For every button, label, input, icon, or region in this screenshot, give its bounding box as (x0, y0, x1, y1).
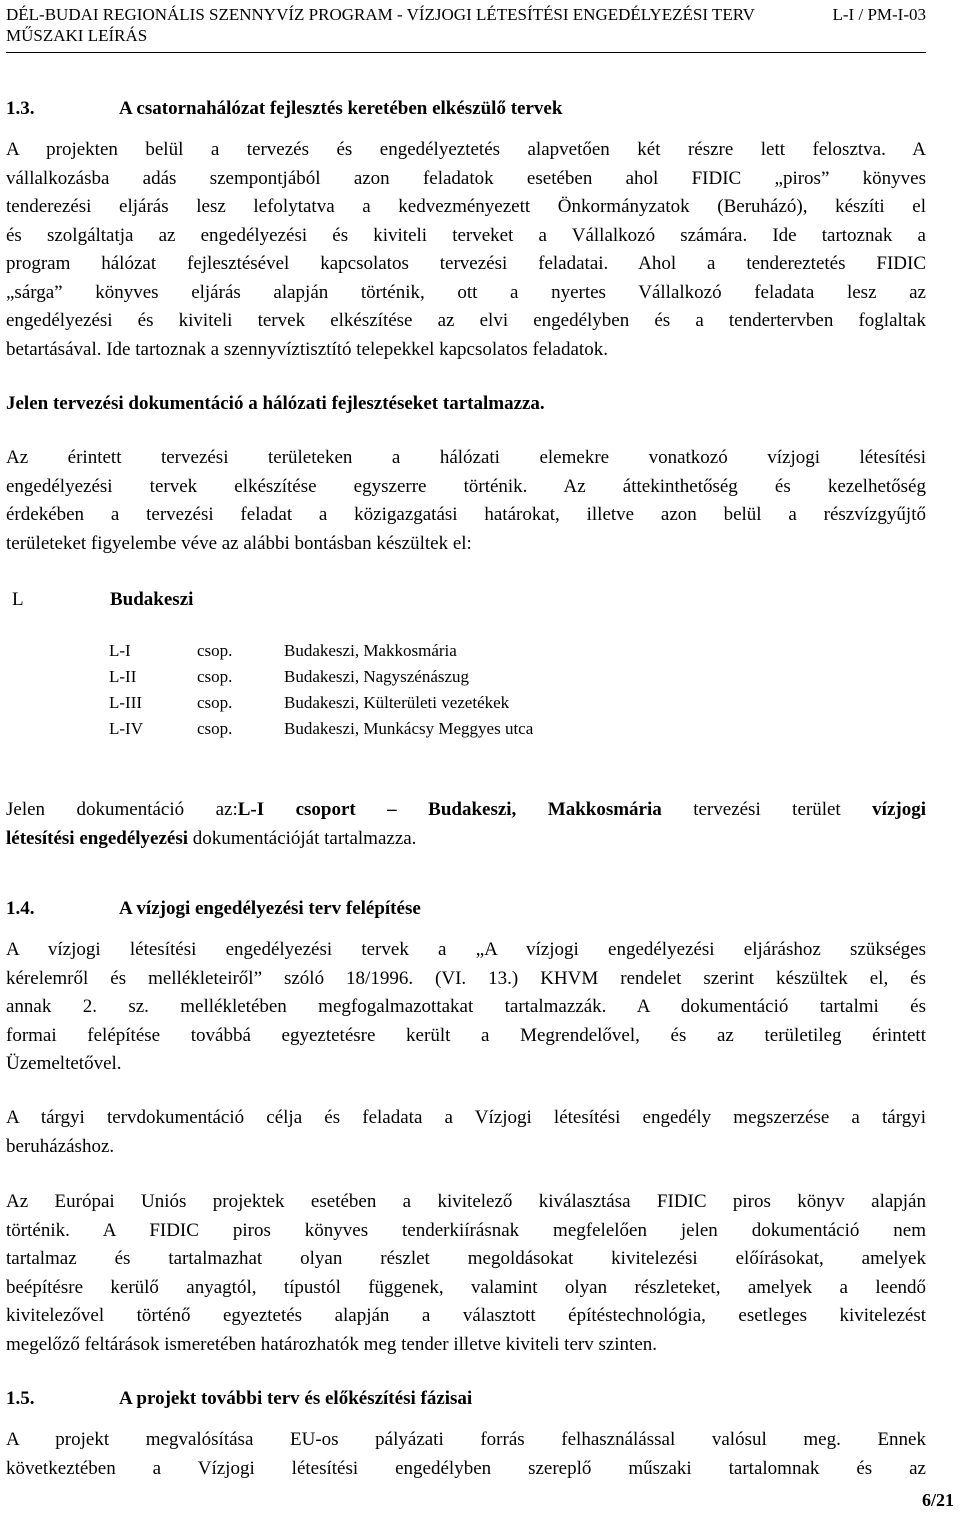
group-type: csop. (197, 693, 233, 712)
text-run-bold: létesítési engedélyezési (6, 827, 189, 849)
group-type: csop. (197, 667, 233, 686)
page-header (6, 4, 926, 46)
text-run-bold: vízjogi (872, 799, 926, 820)
area-code: L (12, 589, 24, 610)
paragraph-projekt-tervezes (6, 136, 926, 364)
text-line: Az érintett tervezési területeken a hálózati elemekre vonatkozó vízjogi létesítési (6, 447, 926, 468)
page-number: 6/21 (921, 1490, 954, 1510)
text-line: program hálózat fejlesztésével kapcsolatos tervezési feladatai. Ahol a tendereztetés FIDIC (6, 253, 926, 274)
section-title: A csatornahálózat fejlesztés keretében elkészülő tervek (119, 98, 563, 119)
group-desc: Budakeszi, Makkosmária (284, 641, 457, 660)
group-code: L-III (109, 693, 143, 712)
section-number: 1.5. (6, 1388, 35, 1409)
text-line: Az Európai Uniós projektek esetében a kivitelező kiválasztása FIDIC piros könyv alapján (6, 1191, 926, 1212)
paragraph-projekt-megvalositasa (6, 1426, 926, 1483)
paragraph-erintett-teruletek (6, 444, 926, 558)
section-number: 1.4. (6, 898, 35, 919)
section-number: 1.3. (6, 98, 35, 119)
paragraph-celja (6, 1104, 926, 1161)
section-title: A vízjogi engedélyezési terv felépítése (119, 898, 421, 919)
text-line: történik. A FIDIC piros könyves tenderkiírásnak megfelelően jelen dokumentáció nem (6, 1219, 926, 1241)
group-row (109, 716, 533, 742)
text-line: érdekében a tervezési feladat a közigazgatási határokat, illetve azon belül a részvízgyűjtő (6, 504, 926, 525)
header-doc-code: L-I / PM-I-03 (832, 5, 926, 24)
group-ref: L-I csoport (237, 799, 356, 820)
group-row (109, 690, 533, 716)
text-line: A projekten belül a tervezés és engedélyeztetés alapvetően két részre lett felosztva. A (6, 139, 926, 160)
text-line: megelőző feltárások ismeretében határozhatók meg tender illetve kiviteli terv szinten. (6, 1333, 658, 1355)
text-line: következtében a Vízjogi létesítési engedélyben szereplő műszaki tartalomnak és az (6, 1457, 926, 1479)
text-line (6, 825, 926, 854)
text-line: beépítésre kerülő anyagtól, típustól függenek, valamint olyan részleteket, amelyek a leendő (6, 1276, 926, 1298)
group-code: L-IV (109, 719, 143, 738)
text-line: kérelemről és mellékleteiről” szóló 18/1996. (VI. 13.) KHVM rendelet szerint készültek el, és (6, 967, 926, 989)
text-line: és szolgáltatja az engedélyezési és kiviteli terveket a Vállalkozó számára. Ide tartoznak a (6, 224, 926, 246)
text-line: „sárga” könyves eljárás alapján történik, ott a nyertes Vállalkozó feladata lesz az (6, 281, 926, 303)
text-line: betartásával. Ide tartoznak a szennyvíztisztító telepekkel kapcsolatos feladatok. (6, 338, 608, 360)
text-run: dokumentációját tartalmazza. (188, 827, 417, 849)
text-run: Jelen dokumentáció az: (6, 799, 238, 820)
area-name: Budakeszi (110, 589, 194, 610)
text-line: tartalmaz és tartalmazhat olyan részlet megoldásokat kivitelezési előírásokat, amelyek (6, 1248, 926, 1269)
text-line: engedélyezési tervek elkészítése egyszerre történik. Az áttekinthetőség és kezelhetőség (6, 475, 926, 497)
area-ref: Budakeszi, Makkosmária (428, 799, 662, 820)
text-line: területeket figyelembe véve az alábbi bontásban készültek el: (6, 532, 472, 554)
paragraph-jelen-dokumentacio (6, 796, 926, 853)
text-line: A projekt megvalósítása EU-os pályázati forrás felhasználással valósul meg. Ennek (6, 1429, 926, 1450)
section-1-5-heading (6, 1388, 926, 1410)
group-desc: Budakeszi, Nagyszénászug (284, 667, 470, 686)
bold-statement: Jelen tervezési dokumentáció a hálózati fejlesztéseket tartalmazza. (6, 393, 545, 414)
group-row (109, 638, 533, 664)
text-line: beruházáshoz. (6, 1135, 115, 1157)
group-row (109, 664, 533, 690)
text-line: annak 2. sz. mellékletében megfogalmazottakat tartalmazzák. A dokumentáció tartalmi és (6, 996, 926, 1017)
area-section-heading (12, 588, 193, 612)
text-line: kivitelezővel történő egyeztetés alapján a választott építéstechnológia, esetleges kivitelezést (6, 1305, 926, 1326)
section-1-3-heading (6, 98, 926, 120)
text-line: formai felépítése továbbá egyeztetésre került a Megrendelővel, és az területileg érintett (6, 1024, 926, 1046)
header-rule (6, 52, 926, 53)
section-1-4-heading (6, 898, 926, 920)
text-line: A tárgyi tervdokumentáció célja és feladata a Vízjogi létesítési engedély megszerzése a tárgyi (6, 1107, 926, 1128)
group-desc: Budakeszi, Munkácsy Meggyes utca (284, 719, 534, 738)
text-line: vállalkozásba adás szempontjából azon feladatok esetében ahol FIDIC „piros” könyves (6, 167, 926, 189)
group-code: L-II (109, 667, 137, 686)
group-list (109, 638, 533, 742)
paragraph-engedelyezesi-tervek (6, 936, 926, 1079)
dash: – (355, 799, 429, 820)
text-line (6, 796, 926, 825)
header-title: DÉL-BUDAI REGIONÁLIS SZENNYVÍZ PROGRAM - VÍZJOGI LÉTESÍTÉSI ENGEDÉLYEZÉSI TERV (6, 5, 755, 24)
text-line: Üzemeltetővel. (6, 1053, 122, 1074)
text-run: tervezési terület (661, 799, 873, 820)
text-line: A vízjogi létesítési engedélyezési tervek a „A vízjogi engedélyezési eljáráshoz szükséges (6, 939, 926, 960)
header-subtitle: MŰSZAKI LEÍRÁS (6, 26, 148, 45)
group-code: L-I (109, 641, 131, 660)
group-type: csop. (197, 719, 233, 738)
text-line: tenderezési eljárás lesz lefolytatva a kedvezményezett Önkormányzatok (Beruházó), készíti el (6, 196, 926, 217)
paragraph-europai-unios (6, 1188, 926, 1359)
group-type: csop. (197, 641, 233, 660)
text-line: engedélyezési és kiviteli tervek elkészítése az elvi engedélyben és a tendertervben foglaltak (6, 310, 926, 331)
section-title: A projekt további terv és előkészítési fázisai (119, 1388, 473, 1409)
group-desc: Budakeszi, Külterületi vezetékek (284, 693, 510, 712)
